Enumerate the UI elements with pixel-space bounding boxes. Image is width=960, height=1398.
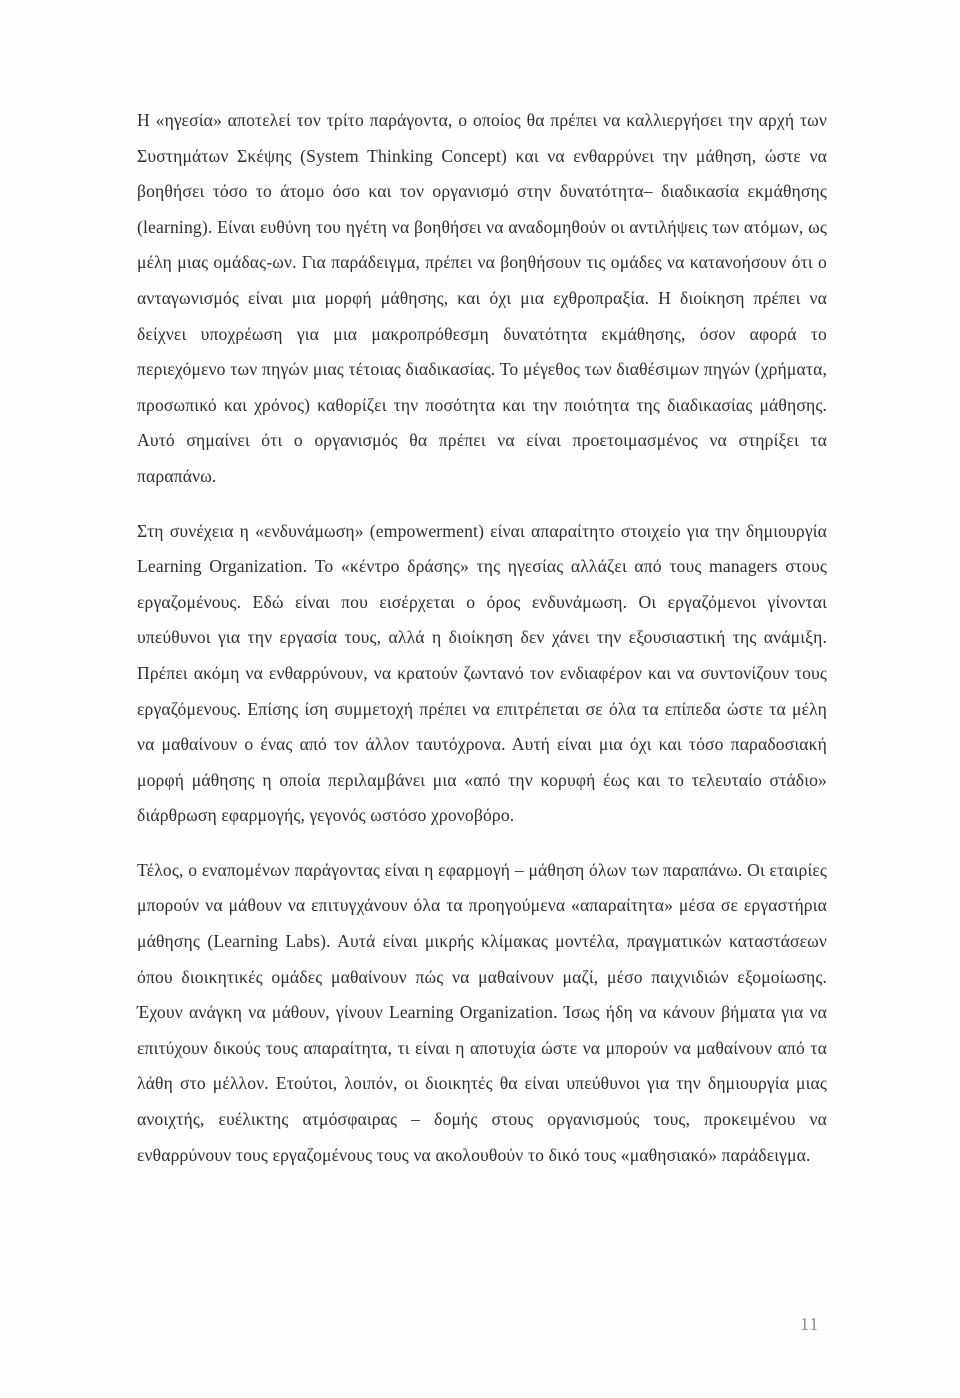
page-number: 11 <box>800 1314 820 1334</box>
body-text <box>137 103 827 1173</box>
paragraph-empowerment: Στη συνέχεια η «ενδυνάμωση» (empowerment) είναι απαραίτητο στοιχείο για την δημιουργία Learning Organization. Το «κέντρο δράσης» της ηγεσίας αλλάζει από τους managers στους εργαζομένους. Εδώ είναι που εισέρχεται ο όρος ενδυνάμωση. Οι εργαζόμενοι γίνονται υπεύθυνοι για την εργασία τους, αλλά η διοίκηση δεν χάνει την εξουσιαστική της ανάμιξη. Πρέπει ακόμη να ενθαρρύνουν, να κρατούν ζωντανό τον ενδιαφέρον και να συντονίζουν τους εργαζόμενους. Επίσης ίση συμμετοχή πρέπει να επιτρέπεται σε όλα τα επίπεδα ώστε τα μέλη να μαθαίνουν ο ένας από τον άλλον ταυτόχρονα. Αυτή είναι μια όχι και τόσο παραδοσιακή μορφή μάθησης η οποία περιλαμβάνει μια «από την κορυφή έως και το τελευταίο στάδιο» διάρθρωση εφαρμογής, γεγονός ωστόσο χρονοβόρο. <box>137 520 827 826</box>
paragraph-application: Τέλος, ο εναπομένων παράγοντας είναι η εφαρμογή – μάθηση όλων των παραπάνω. Οι εταιρίες μπορούν να μάθουν να επιτυγχάνουν όλα τα προηγούμενα «απαραίτητα» μέσα σε εργαστήρια μάθησης (Learning Labs). Αυτά είναι μικρής κλίμακας μοντέλα, πραγματικών καταστάσεων όπου διοικητικές ομάδες μαθαίνουν πώς να μαθαίνουν μαζί, μέσο παιχνιδιών εξομοίωσης. Έχουν ανάγκη να μάθουν, γίνουν Learning Organization. Ίσως ήδη να κάνουν βήματα για να επιτύχουν δικούς τους απαραίτητα, τι είναι η αποτυχία ώστε να μπορούν να μαθαίνουν από τα λάθη στο μέλλον. Ετούτοι, λοιπόν, οι διοικητές θα είναι υπεύθυνοι για την δημιουργία μιας ανοιχτής, ευέλικτης ατμόσφαιρας – δομής στους οργανισμούς τους, προκειμένου να ενθαρρύνουν τους εργαζομένους τους να ακολουθούν το δικό τους «μαθησιακό» παράδειγμα. <box>137 859 827 1165</box>
paragraph-leadership: Η «ηγεσία» αποτελεί τον τρίτο παράγοντα, ο οποίος θα πρέπει να καλλιεργήσει την αρχή των Συστημάτων Σκέψης (System Thinking Concept) και να ενθαρρύνει την μάθηση, ώστε να βοηθήσει τόσο το άτομο όσο και τον οργανισμό στην δυνατότητα– διαδικασία εκμάθησης (learning). Είναι ευθύνη του ηγέτη να βοηθήσει να αναδομηθούν οι αντιλήψεις των ατόμων, ως μέλη μιας ομάδας-ων. Για παράδειγμα, πρέπει να βοηθήσουν τις ομάδες να κατανοήσουν ότι ο ανταγωνισμός είναι μια μορφή μάθησης, και όχι μια εχθροπραξία. Η διοίκηση πρέπει να δείχνει υποχρέωση για μια μακροπρόθεσμη δυνατότητα εκμάθησης, όσον αφορά το περιεχόμενο των πηγών μιας τέτοιας διαδικασίας. Το μέγεθος των διαθέσιμων πηγών (χρήματα, προσωπικό και χρόνος) καθορίζει την ποσότητα και την ποιότητα της διαδικασίας μάθησης. Αυτό σημαίνει ότι ο οργανισμός θα πρέπει να είναι προετοιμασμένος να στηρίξει τα παραπάνω. <box>137 110 827 486</box>
